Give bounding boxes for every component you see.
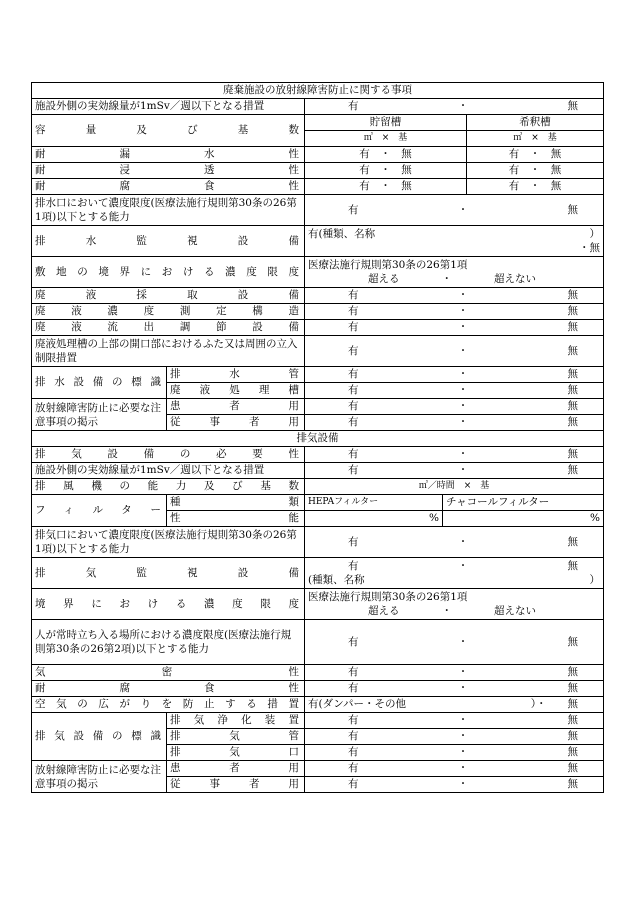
table-row <box>32 304 604 320</box>
option-no: 無 <box>567 698 578 710</box>
option-no: 無 <box>567 464 578 476</box>
option-yes: 有 <box>359 180 370 192</box>
row-label: 廃液処理槽の上部の開口部におけるふた又は周囲の立入制限措置 <box>32 336 305 367</box>
separator: ・ <box>457 535 469 548</box>
table-row <box>32 288 604 304</box>
table-row <box>32 336 604 367</box>
option-no: 無 <box>567 321 578 333</box>
separator: ・ <box>529 180 541 192</box>
row-label: 廃液濃度測定構造 <box>32 304 305 320</box>
option-no: 無 <box>567 560 578 572</box>
separator: ・ <box>457 730 469 742</box>
table-row <box>32 163 604 179</box>
separator: ・ <box>529 164 541 176</box>
row-label: 排水口において濃度限度(医療法施行規則第30条の26第1項)以下とする能力 <box>32 195 305 226</box>
option-no: 無 <box>567 746 578 758</box>
option-exceed: 超える <box>368 605 400 617</box>
row-label: 耐浸透性 <box>32 163 305 179</box>
table-row <box>32 479 604 495</box>
row-label: 排気監視設備 <box>32 558 305 589</box>
table-row <box>32 399 604 415</box>
separator: ・ <box>457 400 469 412</box>
row-label: 排気口において濃度限度(医療法施行規則第30条の26第1項)以下とする能力 <box>32 527 305 558</box>
paren-close: ）・ <box>530 698 547 710</box>
table-row <box>32 115 604 131</box>
monitor-kind: (種類、名称 <box>308 574 365 586</box>
separator: ・ <box>457 416 469 428</box>
table-row <box>32 620 604 665</box>
separator: ・ <box>457 464 469 476</box>
separator: ・ <box>457 714 469 726</box>
separator: ・ <box>441 605 452 617</box>
row-label: 排水設備の標識 <box>32 367 167 399</box>
table-row <box>32 320 604 336</box>
row-sublabel: 廃液処理槽 <box>167 383 305 399</box>
row-sublabel: 種類 <box>167 495 305 511</box>
option-no: ・無 <box>579 242 600 254</box>
option-yes: 有 <box>359 164 370 176</box>
option-no: 無 <box>550 164 562 176</box>
table-row <box>32 713 604 729</box>
row-label: 気密性 <box>32 665 305 681</box>
option-yes: 有 <box>348 682 359 694</box>
option-yes: 有 <box>348 560 359 572</box>
filter-charcoal: チャコールフィルター <box>443 495 604 511</box>
separator: ・ <box>457 344 469 357</box>
row-sublabel: 従事者用 <box>167 777 305 793</box>
separator: ・ <box>380 164 391 176</box>
option-yes: 有 <box>508 148 520 160</box>
separator: ・ <box>457 762 469 774</box>
option-yes: 有 <box>348 535 359 548</box>
table-row <box>32 665 604 681</box>
monitor-kind: 有(種類、名称 <box>308 228 376 240</box>
row-sublabel: 従事者用 <box>167 415 305 431</box>
row-sublabel: 排気浄化装置 <box>167 713 305 729</box>
separator: ・ <box>457 560 469 572</box>
option-yes: 有 <box>348 746 359 758</box>
row-label: 排水監視設備 <box>32 226 305 257</box>
row-label: 放射線障害防止に必要な注意事項の掲示 <box>32 761 167 793</box>
option-yes: 有 <box>348 714 359 726</box>
row-label: 耐腐食性 <box>32 179 305 195</box>
option-no: 無 <box>567 448 578 460</box>
separator: ・ <box>457 100 469 112</box>
option-no: 無 <box>401 148 412 160</box>
section-title: 排気設備 <box>32 431 604 447</box>
row-label: 耐腐食性 <box>32 681 305 697</box>
option-no: 無 <box>567 762 578 774</box>
row-label: 耐漏水性 <box>32 147 305 163</box>
option-yes: 有 <box>508 164 520 176</box>
row-label: 排風機の能力及び基数 <box>32 479 305 495</box>
table-row <box>32 367 604 383</box>
option-yes: 有 <box>348 384 359 396</box>
option-yes: 有 <box>348 666 359 678</box>
option-no: 無 <box>567 305 578 317</box>
option-no: 無 <box>567 682 578 694</box>
dilution-capacity: ㎥ × 基 <box>467 131 604 147</box>
separator: ・ <box>457 384 469 396</box>
option-no: 無 <box>550 180 562 192</box>
separator: ・ <box>457 778 469 790</box>
table-row <box>32 527 604 558</box>
separator: ・ <box>380 180 391 192</box>
separator: ・ <box>457 746 469 758</box>
option-no: 無 <box>401 180 412 192</box>
option-no: 無 <box>567 730 578 742</box>
table-row <box>32 697 604 713</box>
option-yes: 有 <box>348 730 359 742</box>
separator: ・ <box>529 148 541 160</box>
option-yes: 有 <box>348 321 359 333</box>
option-yes: 有 <box>508 180 520 192</box>
option-not-exceed: 超えない <box>494 273 536 285</box>
waste-facility-table <box>31 82 604 793</box>
option-no: 無 <box>567 289 578 301</box>
spread-kind: 有(ダンパー・その他 <box>308 698 406 710</box>
table-row <box>32 447 604 463</box>
row-sublabel: 排気口 <box>167 745 305 761</box>
option-no: 無 <box>550 148 562 160</box>
row-label: フィルター <box>32 495 167 527</box>
row-label: 排気設備の必要性 <box>32 447 305 463</box>
paren-close: ） <box>589 228 600 240</box>
option-no: 無 <box>567 100 578 112</box>
option-no: 無 <box>567 635 578 648</box>
option-yes: 有 <box>348 305 359 317</box>
table-row <box>32 495 604 511</box>
table-row <box>32 179 604 195</box>
separator: ・ <box>457 321 469 333</box>
table-row <box>32 558 604 589</box>
fan-capacity: ㎥／時間 × 基 <box>305 479 604 495</box>
option-yes: 有 <box>348 400 359 412</box>
option-no: 無 <box>567 535 578 548</box>
separator: ・ <box>457 368 469 380</box>
option-yes: 有 <box>348 762 359 774</box>
option-yes: 有 <box>348 416 359 428</box>
table-row <box>32 463 604 479</box>
option-yes: 有 <box>348 289 359 301</box>
filter-hepa: HEPAフィルター <box>305 495 443 511</box>
table-row <box>32 99 604 115</box>
table-title: 廃棄施設の放射線障害防止に関する事項 <box>32 83 604 99</box>
table-row <box>32 195 604 226</box>
table-row <box>32 226 604 257</box>
separator: ・ <box>457 635 469 648</box>
separator: ・ <box>457 203 469 216</box>
table-row <box>32 147 604 163</box>
row-label: 廃液採取設備 <box>32 288 305 304</box>
option-yes: 有 <box>348 344 359 357</box>
option-no: 無 <box>567 778 578 790</box>
separator: ・ <box>457 448 469 460</box>
separator: ・ <box>457 289 469 301</box>
row-label: 廃液流出調節設備 <box>32 320 305 336</box>
hepa-percent: % <box>305 511 443 527</box>
option-no: 無 <box>567 203 578 216</box>
option-no: 無 <box>567 344 578 357</box>
separator: ・ <box>457 666 469 678</box>
separator: ・ <box>441 273 452 285</box>
option-no: 無 <box>401 164 412 176</box>
option-yes: 有 <box>348 448 359 460</box>
row-label: 施設外側の実効線量が1mSv／週以下となる措置 <box>32 463 305 479</box>
separator: ・ <box>457 305 469 317</box>
table-row <box>32 589 604 620</box>
option-no: 無 <box>567 714 578 726</box>
rule-ref: 医療法施行規則第30条の26第1項 <box>308 591 468 603</box>
separator: ・ <box>380 148 391 160</box>
header-storage: 貯留槽 <box>305 115 467 131</box>
option-yes: 有 <box>348 203 359 216</box>
row-label: 境界における濃度限度 <box>32 589 305 620</box>
row-sublabel: 排水管 <box>167 367 305 383</box>
table-row <box>32 681 604 697</box>
option-yes: 有 <box>348 635 359 648</box>
table-row <box>32 257 604 288</box>
row-label: 施設外側の実効線量が1mSv／週以下となる措置 <box>32 99 305 115</box>
option-exceed: 超える <box>368 273 400 285</box>
option-no: 無 <box>567 368 578 380</box>
row-sublabel: 性能 <box>167 511 305 527</box>
option-no: 無 <box>567 416 578 428</box>
option-yes: 有 <box>348 100 359 112</box>
option-not-exceed: 超えない <box>494 605 536 617</box>
row-label: 敷地の境界における濃度限度 <box>32 257 305 288</box>
row-label: 人が常時立ち入る場所における濃度限度(医療法施行規則第30条の26第2項)以下とする能力 <box>32 620 305 665</box>
option-yes: 有 <box>348 464 359 476</box>
row-label: 空気の広がりを防止する措置 <box>32 697 305 713</box>
row-label: 排気設備の標識 <box>32 713 167 761</box>
option-no: 無 <box>567 384 578 396</box>
paren-close: ） <box>589 574 600 586</box>
option-no: 無 <box>567 666 578 678</box>
row-label: 容量及び基数 <box>32 115 305 147</box>
table-row <box>32 761 604 777</box>
option-yes: 有 <box>359 148 370 160</box>
row-label: 放射線障害防止に必要な注意事項の掲示 <box>32 399 167 431</box>
option-no: 無 <box>567 400 578 412</box>
separator: ・ <box>457 682 469 694</box>
charcoal-percent: % <box>443 511 604 527</box>
header-dilution: 希釈槽 <box>467 115 604 131</box>
option-yes: 有 <box>348 778 359 790</box>
rule-ref: 医療法施行規則第30条の26第1項 <box>308 259 468 271</box>
option-yes: 有 <box>348 368 359 380</box>
storage-capacity: ㎥ × 基 <box>305 131 467 147</box>
row-sublabel: 患者用 <box>167 399 305 415</box>
row-sublabel: 患者用 <box>167 761 305 777</box>
row-sublabel: 排気管 <box>167 729 305 745</box>
